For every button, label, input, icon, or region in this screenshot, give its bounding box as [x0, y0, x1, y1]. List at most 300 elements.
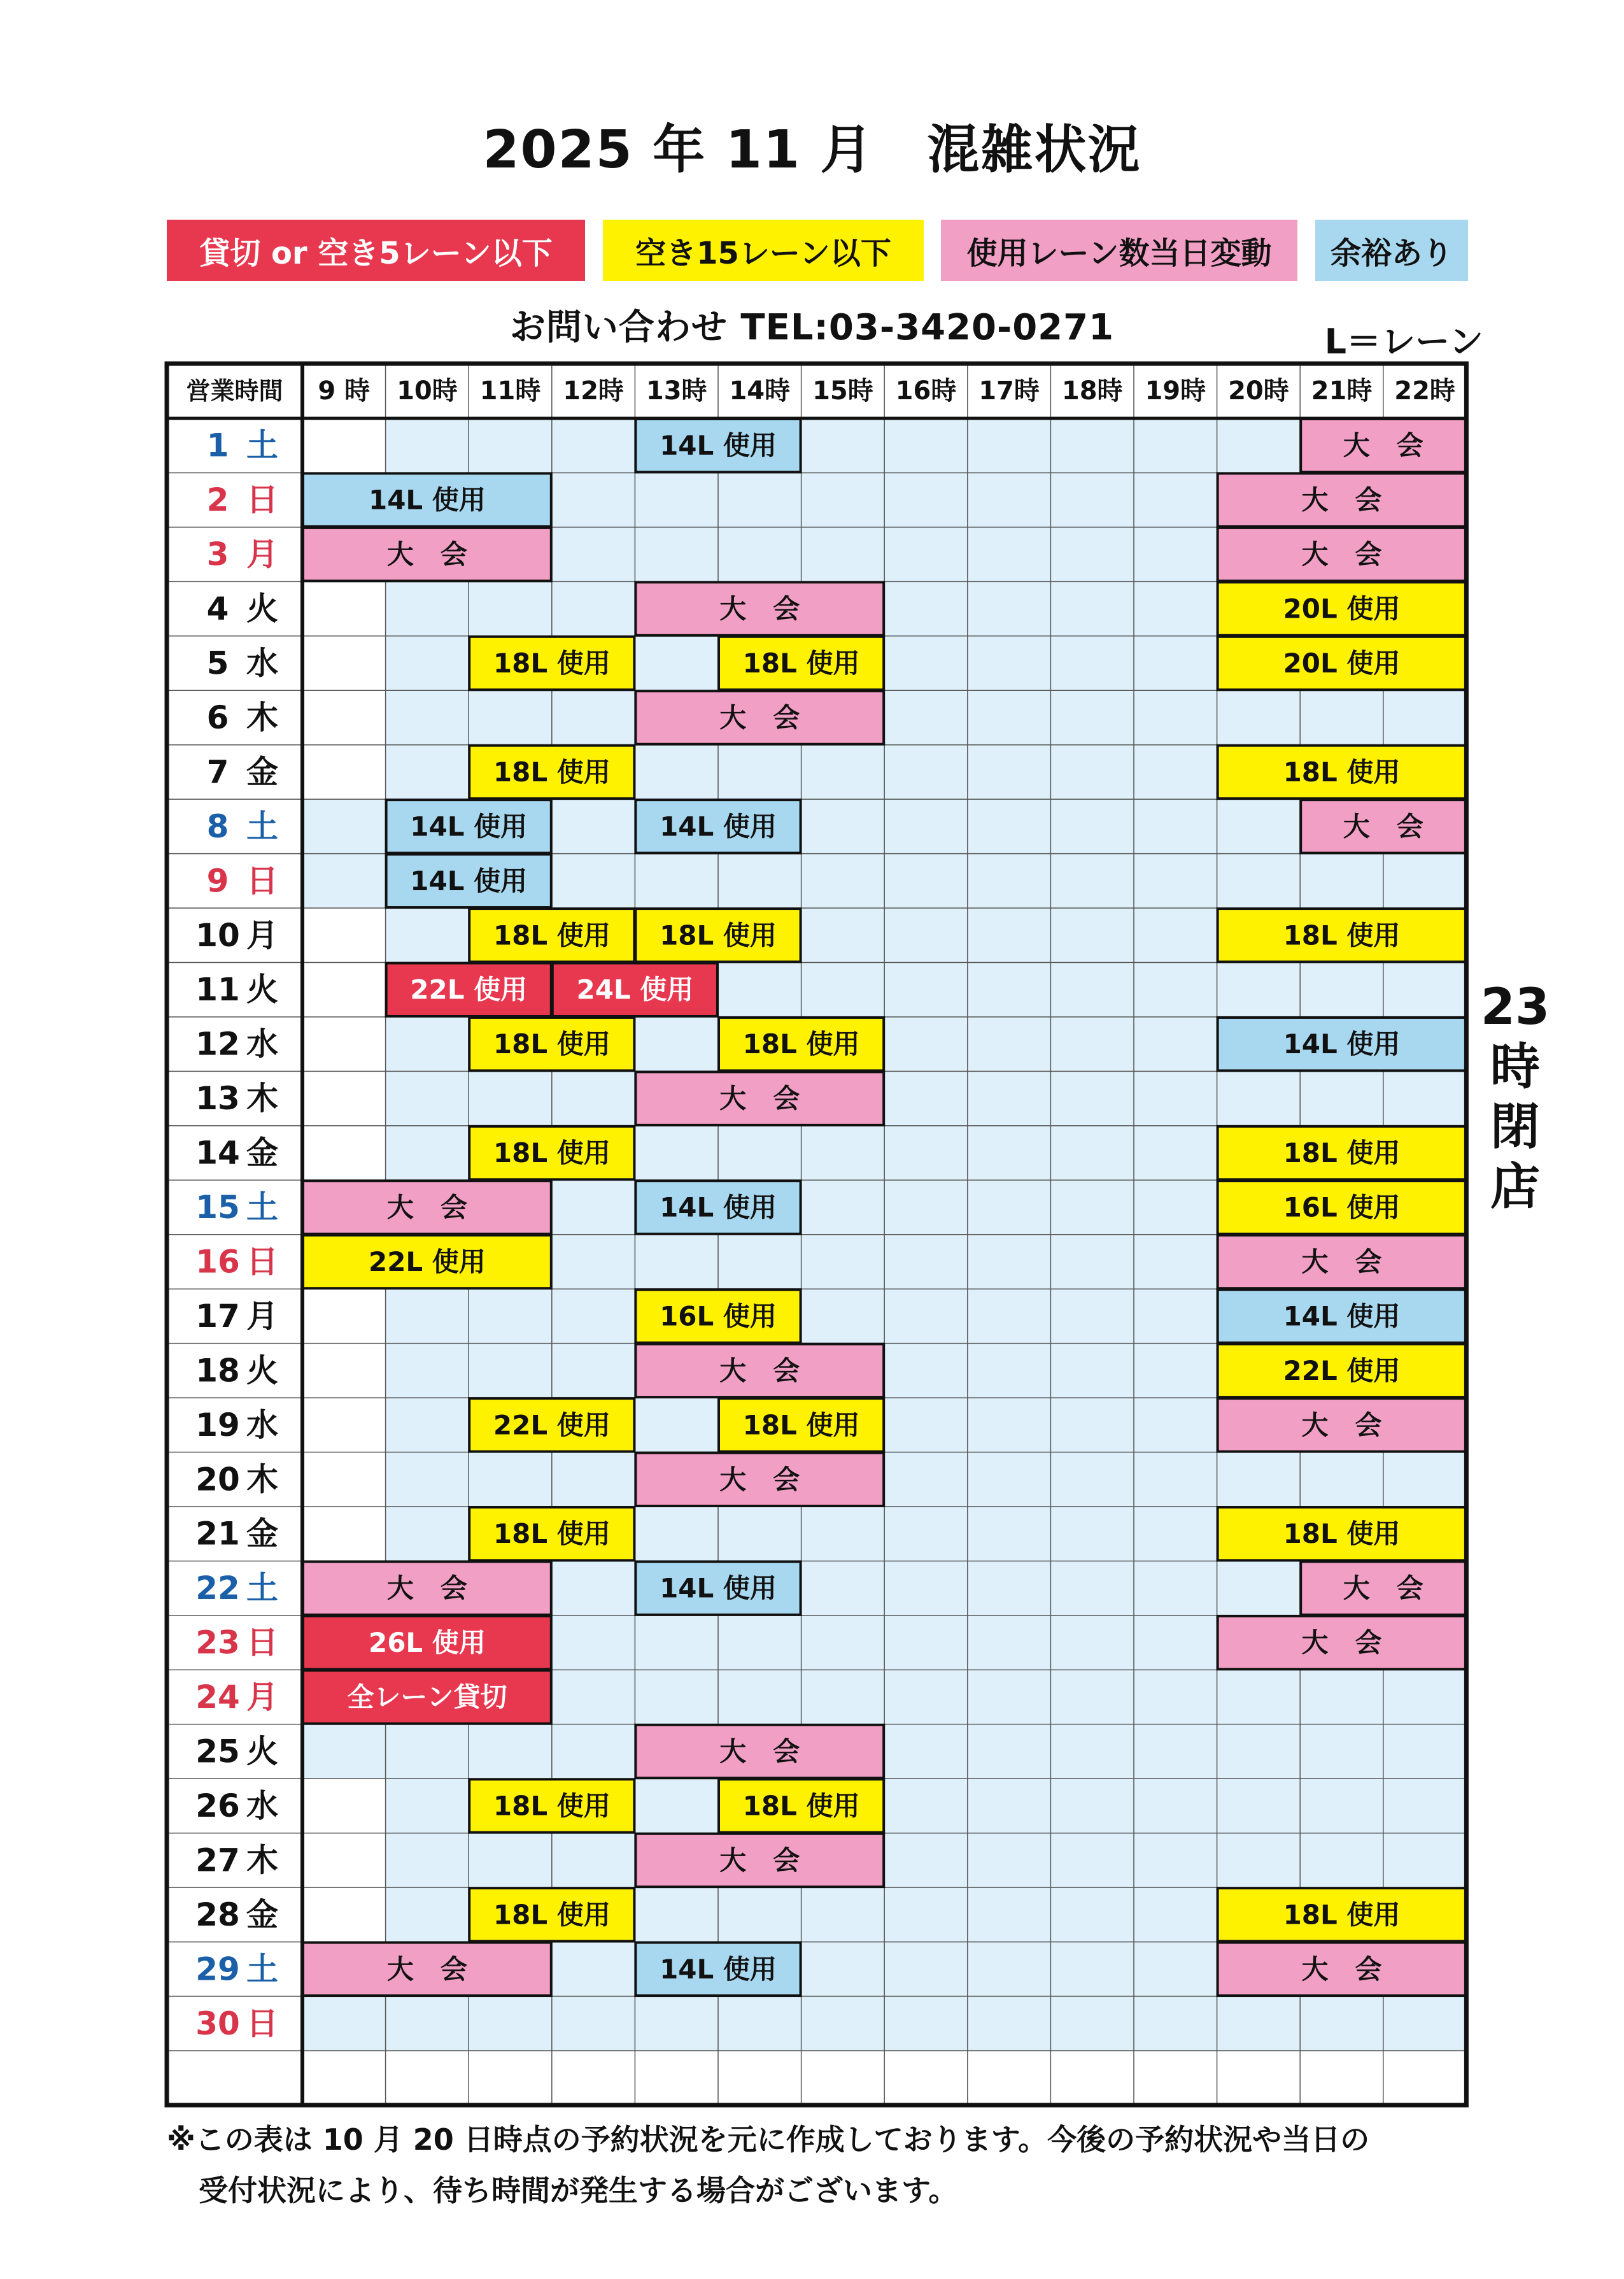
day-of-week: 金: [246, 1134, 278, 1172]
grid-cell: [1383, 1071, 1467, 1125]
grid-cell: [1134, 854, 1217, 908]
grid-cell: [718, 745, 801, 799]
grid-cell: [968, 1615, 1051, 1670]
grid-cell: [801, 1289, 885, 1343]
grid-cell: [968, 1017, 1051, 1071]
reservation-label: 大 会: [719, 1083, 800, 1114]
grid-cell: [635, 1615, 718, 1670]
grid-cell: [884, 1833, 968, 1887]
grid-cell: [968, 1289, 1051, 1343]
grid-cell: [635, 1017, 718, 1071]
grid-cell: [1050, 1724, 1134, 1778]
grid-cell: [552, 1289, 635, 1343]
grid-cell: [968, 1507, 1051, 1561]
grid-cell: [968, 854, 1051, 908]
grid-cell: [718, 527, 801, 581]
grid-cell: [1300, 1724, 1383, 1778]
grid-cell: [1050, 1017, 1134, 1071]
reservation-label: 大 会: [386, 1191, 467, 1223]
grid-cell: [884, 854, 968, 908]
grid-cell: [1134, 581, 1217, 635]
grid-cell: [1134, 745, 1217, 799]
grid-cell: [552, 1833, 635, 1887]
grid-cell: [552, 1670, 635, 1724]
grid-cell: [1383, 1670, 1467, 1724]
day-of-week: 土: [246, 807, 278, 845]
grid-cell: [1134, 1942, 1217, 1996]
grid-cell: [1050, 799, 1134, 853]
day-of-week: 土: [246, 1950, 278, 1988]
grid-cell: [552, 1724, 635, 1778]
grid-cell: [1050, 1180, 1134, 1234]
grid-cell: [469, 1289, 552, 1343]
grid-cell: [1050, 636, 1134, 690]
day-of-week: 火: [246, 971, 278, 1009]
grid-cell: [635, 1507, 718, 1561]
grid-cell: [1050, 1344, 1134, 1398]
grid-cell: [386, 418, 469, 472]
grid-cell: [968, 1887, 1051, 1942]
header-label: 営業時間: [186, 377, 283, 405]
grid-cell: [801, 908, 885, 962]
reservation-label: 18L 使用: [493, 919, 611, 951]
reservation-label: 大 会: [719, 702, 800, 734]
day-number: 18: [195, 1352, 240, 1389]
grid-cell: [1050, 1398, 1134, 1452]
reservation-label: 大 会: [386, 1953, 467, 1985]
day-of-week: 土: [246, 1189, 278, 1226]
grid-cell: [386, 1017, 469, 1071]
grid-cell: [1050, 1942, 1134, 1996]
day-number: 5: [206, 644, 229, 682]
grid-cell: [1050, 1887, 1134, 1942]
grid-cell: [302, 1071, 386, 1125]
day-number: 20: [195, 1461, 240, 1498]
day-of-week: 火: [246, 1733, 278, 1770]
grid-cell: [1217, 2051, 1301, 2105]
grid-cell: [1050, 745, 1134, 799]
grid-cell: [884, 1724, 968, 1778]
reservation-label: 14L 使用: [410, 865, 528, 897]
day-of-week: 水: [246, 1787, 278, 1824]
grid-cell: [302, 2051, 386, 2105]
grid-cell: [635, 745, 718, 799]
grid-cell: [635, 1670, 718, 1724]
day-number: 22: [195, 1570, 240, 1607]
grid-cell: [1300, 1778, 1383, 1833]
reservation-label: 大 会: [719, 1844, 800, 1876]
reservation-label: 大 会: [1301, 1246, 1382, 1277]
grid-cell: [884, 527, 968, 581]
grid-cell: [884, 1180, 968, 1234]
reservation-label: 22L 使用: [493, 1409, 611, 1441]
grid-cell: [968, 1942, 1051, 1996]
contact-phone: お問い合わせ TEL:03-3420-0271: [509, 307, 1115, 348]
grid-cell: [884, 1996, 968, 2050]
reservation-label: 大 会: [719, 1354, 800, 1386]
grid-cell: [1134, 1778, 1217, 1833]
reservation-label: 大 会: [719, 1736, 800, 1768]
grid-cell: [635, 636, 718, 690]
day-of-week: 木: [246, 1842, 278, 1879]
grid-cell: [552, 2051, 635, 2105]
day-number: 26: [195, 1787, 240, 1824]
hour-header: 17時: [978, 376, 1040, 406]
grid-cell: [635, 2051, 718, 2105]
grid-cell: [1050, 1615, 1134, 1670]
day-number: 14: [195, 1134, 240, 1172]
grid-cell: [1217, 1071, 1301, 1125]
grid-cell: [801, 1670, 885, 1724]
grid-cell: [302, 690, 386, 744]
reservation-label: 18L 使用: [742, 1409, 860, 1441]
grid-cell: [552, 1996, 635, 2050]
grid-cell: [1134, 527, 1217, 581]
day-number: 21: [195, 1515, 240, 1552]
reservation-label: 18L 使用: [1283, 1137, 1401, 1169]
grid-cell: [552, 1561, 635, 1615]
hour-header: 18時: [1061, 376, 1123, 406]
grid-cell: [884, 690, 968, 744]
grid-cell: [718, 1507, 801, 1561]
day-of-week: 土: [246, 1570, 278, 1607]
legend-under-15-lanes: 空き15レーン以下: [603, 220, 924, 281]
grid-cell: [635, 527, 718, 581]
grid-cell: [302, 1778, 386, 1833]
day-number: 2: [206, 481, 229, 519]
grid-cell: [801, 1561, 885, 1615]
grid-cell: [469, 1344, 552, 1398]
grid-cell: [302, 1398, 386, 1452]
day-number: 30: [195, 2005, 240, 2042]
grid-cell: [302, 1833, 386, 1887]
grid-cell: [1217, 854, 1301, 908]
day-number: 9: [206, 862, 229, 900]
grid-cell: [1134, 1670, 1217, 1724]
reservation-label: 14L 使用: [410, 811, 528, 842]
day-of-week: 月: [246, 1297, 278, 1335]
grid-cell: [968, 1996, 1051, 2050]
grid-cell: [1134, 418, 1217, 472]
reservation-label: 大 会: [386, 539, 467, 571]
reservation-label: 14L 使用: [660, 430, 777, 462]
grid-cell: [801, 1126, 885, 1180]
grid-cell: [968, 1724, 1051, 1778]
grid-cell: [552, 418, 635, 472]
grid-cell: [884, 1887, 968, 1942]
reservation-label: 大 会: [1343, 1572, 1423, 1604]
hour-header: 21時: [1311, 376, 1373, 406]
reservation-label: 18L 使用: [493, 1137, 611, 1169]
grid-cell: [552, 472, 635, 527]
day-of-week: 日: [246, 862, 278, 900]
day-number: 27: [195, 1842, 240, 1879]
grid-cell: [968, 581, 1051, 635]
grid-cell: [968, 1071, 1051, 1125]
grid-cell: [1134, 472, 1217, 527]
grid-cell: [801, 1887, 885, 1942]
reservation-label: 18L 使用: [660, 919, 777, 951]
grid-cell: [1217, 1561, 1301, 1615]
day-of-week: 木: [246, 1080, 278, 1118]
grid-cell: [718, 1235, 801, 1289]
grid-cell: [635, 1398, 718, 1452]
grid-cell: [968, 963, 1051, 1017]
grid-cell: [801, 745, 885, 799]
grid-cell: [552, 854, 635, 908]
grid-cell: [1050, 1833, 1134, 1887]
grid-cell: [386, 581, 469, 635]
grid-cell: [884, 1561, 968, 1615]
day-of-week: 日: [246, 1624, 278, 1661]
grid-cell: [718, 963, 801, 1017]
grid-cell: [302, 1996, 386, 2050]
reservation-label: 大 会: [1343, 430, 1423, 462]
reservation-label: 26L 使用: [368, 1627, 486, 1659]
grid-cell: [1300, 1833, 1383, 1887]
grid-cell: [1050, 1452, 1134, 1507]
day-number: 13: [195, 1080, 240, 1118]
reservation-label: 18L 使用: [1283, 919, 1401, 951]
day-of-week: 月: [246, 916, 278, 954]
grid-cell: [302, 581, 386, 635]
grid-cell: [968, 636, 1051, 690]
day-number: 8: [206, 807, 229, 845]
grid-cell: [1134, 799, 1217, 853]
grid-cell: [302, 1507, 386, 1561]
grid-cell: [635, 1778, 718, 1833]
grid-cell: [469, 1452, 552, 1507]
grid-cell: [1217, 963, 1301, 1017]
day-number: 6: [206, 699, 229, 736]
hour-header: 15時: [812, 376, 873, 406]
grid-cell: [1383, 1996, 1467, 2050]
grid-cell: [386, 1833, 469, 1887]
grid-cell: [1383, 1833, 1467, 1887]
day-of-week: 金: [246, 1515, 278, 1552]
grid-cell: [1134, 1996, 1217, 2050]
day-number: 10: [195, 916, 240, 954]
grid-cell: [884, 1670, 968, 1724]
day-number: 28: [195, 1896, 240, 1933]
grid-cell: [968, 1344, 1051, 1398]
grid-cell: [1383, 2051, 1467, 2105]
grid-cell: [1134, 1126, 1217, 1180]
grid-cell: [1050, 963, 1134, 1017]
page-title: 2025 年 11 月 混雑状況: [483, 120, 1141, 180]
grid-cell: [968, 745, 1051, 799]
grid-cell: [1134, 1833, 1217, 1887]
grid-cell: [386, 2051, 469, 2105]
hour-header: 14時: [729, 376, 791, 406]
grid-cell: [884, 1344, 968, 1398]
reservation-label: 18L 使用: [742, 648, 860, 679]
grid-cell: [386, 745, 469, 799]
day-of-week: 月: [246, 1679, 278, 1716]
grid-cell: [1383, 854, 1467, 908]
grid-cell: [552, 527, 635, 581]
grid-cell: [469, 1833, 552, 1887]
grid-cell: [1134, 1561, 1217, 1615]
grid-cell: [1134, 1615, 1217, 1670]
grid-cell: [1050, 2051, 1134, 2105]
grid-cell: [718, 2051, 801, 2105]
hour-header: 19時: [1145, 376, 1206, 406]
reservation-label: 大 会: [1301, 1627, 1382, 1659]
day-of-week: 日: [246, 1243, 278, 1281]
grid-cell: [801, 1615, 885, 1670]
grid-cell: [302, 1452, 386, 1507]
grid-cell: [469, 690, 552, 744]
grid-cell: [801, 1942, 885, 1996]
grid-cell: [469, 1996, 552, 2050]
day-of-week: 金: [246, 1896, 278, 1933]
grid-cell: [801, 418, 885, 472]
closing-time-note: 23 時 閉 店: [1480, 979, 1550, 1216]
reservation-label: 18L 使用: [493, 1028, 611, 1060]
grid-cell: [302, 1289, 386, 1343]
grid-cell: [1217, 1996, 1301, 2050]
grid-cell: [1050, 1670, 1134, 1724]
grid-cell: [718, 1670, 801, 1724]
hour-header: 20時: [1228, 376, 1289, 406]
grid-cell: [302, 1724, 386, 1778]
grid-cell: [552, 1180, 635, 1234]
grid-cell: [386, 1344, 469, 1398]
reservation-label: 大 会: [1301, 1409, 1382, 1441]
grid-cell: [1050, 418, 1134, 472]
grid-cell: [884, 581, 968, 635]
day-number: 24: [195, 1679, 240, 1716]
grid-cell: [552, 1344, 635, 1398]
grid-cell: [302, 1017, 386, 1071]
grid-cell: [552, 1235, 635, 1289]
reservation-label: 大 会: [1301, 484, 1382, 516]
grid-cell: [884, 1615, 968, 1670]
grid-cell: [1300, 690, 1383, 744]
grid-cell: [1134, 1507, 1217, 1561]
grid-cell: [469, 1724, 552, 1778]
grid-cell: [1134, 1017, 1217, 1071]
grid-cell: [1050, 908, 1134, 962]
reservation-label: 22L 使用: [368, 1246, 486, 1277]
grid-cell: [1050, 1071, 1134, 1125]
reservation-label: 16L 使用: [1283, 1191, 1401, 1223]
day-of-week: 水: [246, 644, 278, 682]
reservation-label: 大 会: [719, 1463, 800, 1495]
grid-cell: [968, 690, 1051, 744]
day-of-week: 木: [246, 1461, 278, 1498]
grid-cell: [386, 1778, 469, 1833]
grid-cell: [1050, 1289, 1134, 1343]
grid-cell: [884, 472, 968, 527]
grid-cell: [801, 799, 885, 853]
legend-lanes-vary-same-day: 使用レーン数当日変動: [941, 220, 1297, 281]
hour-header: 12時: [563, 376, 624, 406]
grid-cell: [386, 1071, 469, 1125]
day-number: 1: [206, 427, 229, 464]
grid-cell: [884, 1289, 968, 1343]
grid-cell: [968, 908, 1051, 962]
footnote-line-1: ※この表は 10 月 20 日時点の予約状況を元に作成しております。今後の予約状況や当日の: [167, 2122, 1370, 2157]
day-of-week: 火: [246, 1352, 278, 1389]
grid-cell: [552, 690, 635, 744]
grid-cell: [1300, 1670, 1383, 1724]
grid-cell: [718, 472, 801, 527]
grid-cell: [1134, 2051, 1217, 2105]
grid-cell: [968, 1235, 1051, 1289]
reservation-label: 14L 使用: [660, 1191, 777, 1223]
grid-cell: [552, 799, 635, 853]
grid-cell: [386, 690, 469, 744]
grid-cell: [386, 1507, 469, 1561]
grid-cell: [1134, 1180, 1217, 1234]
day-number: 16: [195, 1243, 240, 1281]
reservation-label: 大 会: [719, 593, 800, 625]
legend-reserved-or-few-lanes: 貸切 or 空き5レーン以下: [167, 220, 585, 281]
grid-cell: [968, 1398, 1051, 1452]
grid-cell: [1217, 690, 1301, 744]
grid-cell: [386, 1398, 469, 1452]
grid-cell: [968, 799, 1051, 853]
grid-cell: [884, 908, 968, 962]
grid-cell: [1217, 418, 1301, 472]
day-of-week: 月: [246, 536, 278, 573]
grid-cell: [1383, 1778, 1467, 1833]
grid-cell: [968, 1561, 1051, 1615]
grid-cell: [968, 1833, 1051, 1887]
grid-cell: [302, 1344, 386, 1398]
grid-cell: [386, 1452, 469, 1507]
grid-cell: [1300, 1071, 1383, 1125]
day-number: 3: [206, 536, 229, 573]
grid-cell: [1300, 963, 1383, 1017]
day-number: 12: [195, 1025, 240, 1063]
grid-cell: [552, 1071, 635, 1125]
grid-cell: [801, 1996, 885, 2050]
grid-cell: [801, 1235, 885, 1289]
grid-cell: [884, 963, 968, 1017]
grid-cell: [884, 1398, 968, 1452]
hour-header: 11時: [479, 376, 541, 406]
grid-cell: [302, 636, 386, 690]
grid-cell: [884, 1071, 968, 1125]
grid-cell: [635, 1996, 718, 2050]
grid-cell: [884, 799, 968, 853]
grid-cell: [635, 1887, 718, 1942]
grid-cell: [1300, 854, 1383, 908]
day-of-week: 日: [246, 2005, 278, 2042]
grid-cell: [552, 1942, 635, 1996]
reservation-label: 大 会: [386, 1572, 467, 1604]
grid-cell: [1300, 1452, 1383, 1507]
reservation-label: 18L 使用: [742, 1028, 860, 1060]
grid-cell: [1050, 1561, 1134, 1615]
reservation-label: 大 会: [1343, 811, 1423, 842]
grid-cell: [1217, 1724, 1301, 1778]
grid-cell: [1050, 690, 1134, 744]
reservation-label: 14L 使用: [660, 1953, 777, 1985]
grid-cell: [1050, 1778, 1134, 1833]
grid-cell: [968, 527, 1051, 581]
reservation-label: 24L 使用: [576, 974, 694, 1005]
legend-plenty-available: 余裕あり: [1315, 220, 1468, 281]
day-number: 23: [195, 1624, 240, 1661]
grid-cell: [801, 472, 885, 527]
grid-cell: [884, 745, 968, 799]
grid-cell: [718, 1126, 801, 1180]
grid-cell: [1383, 690, 1467, 744]
